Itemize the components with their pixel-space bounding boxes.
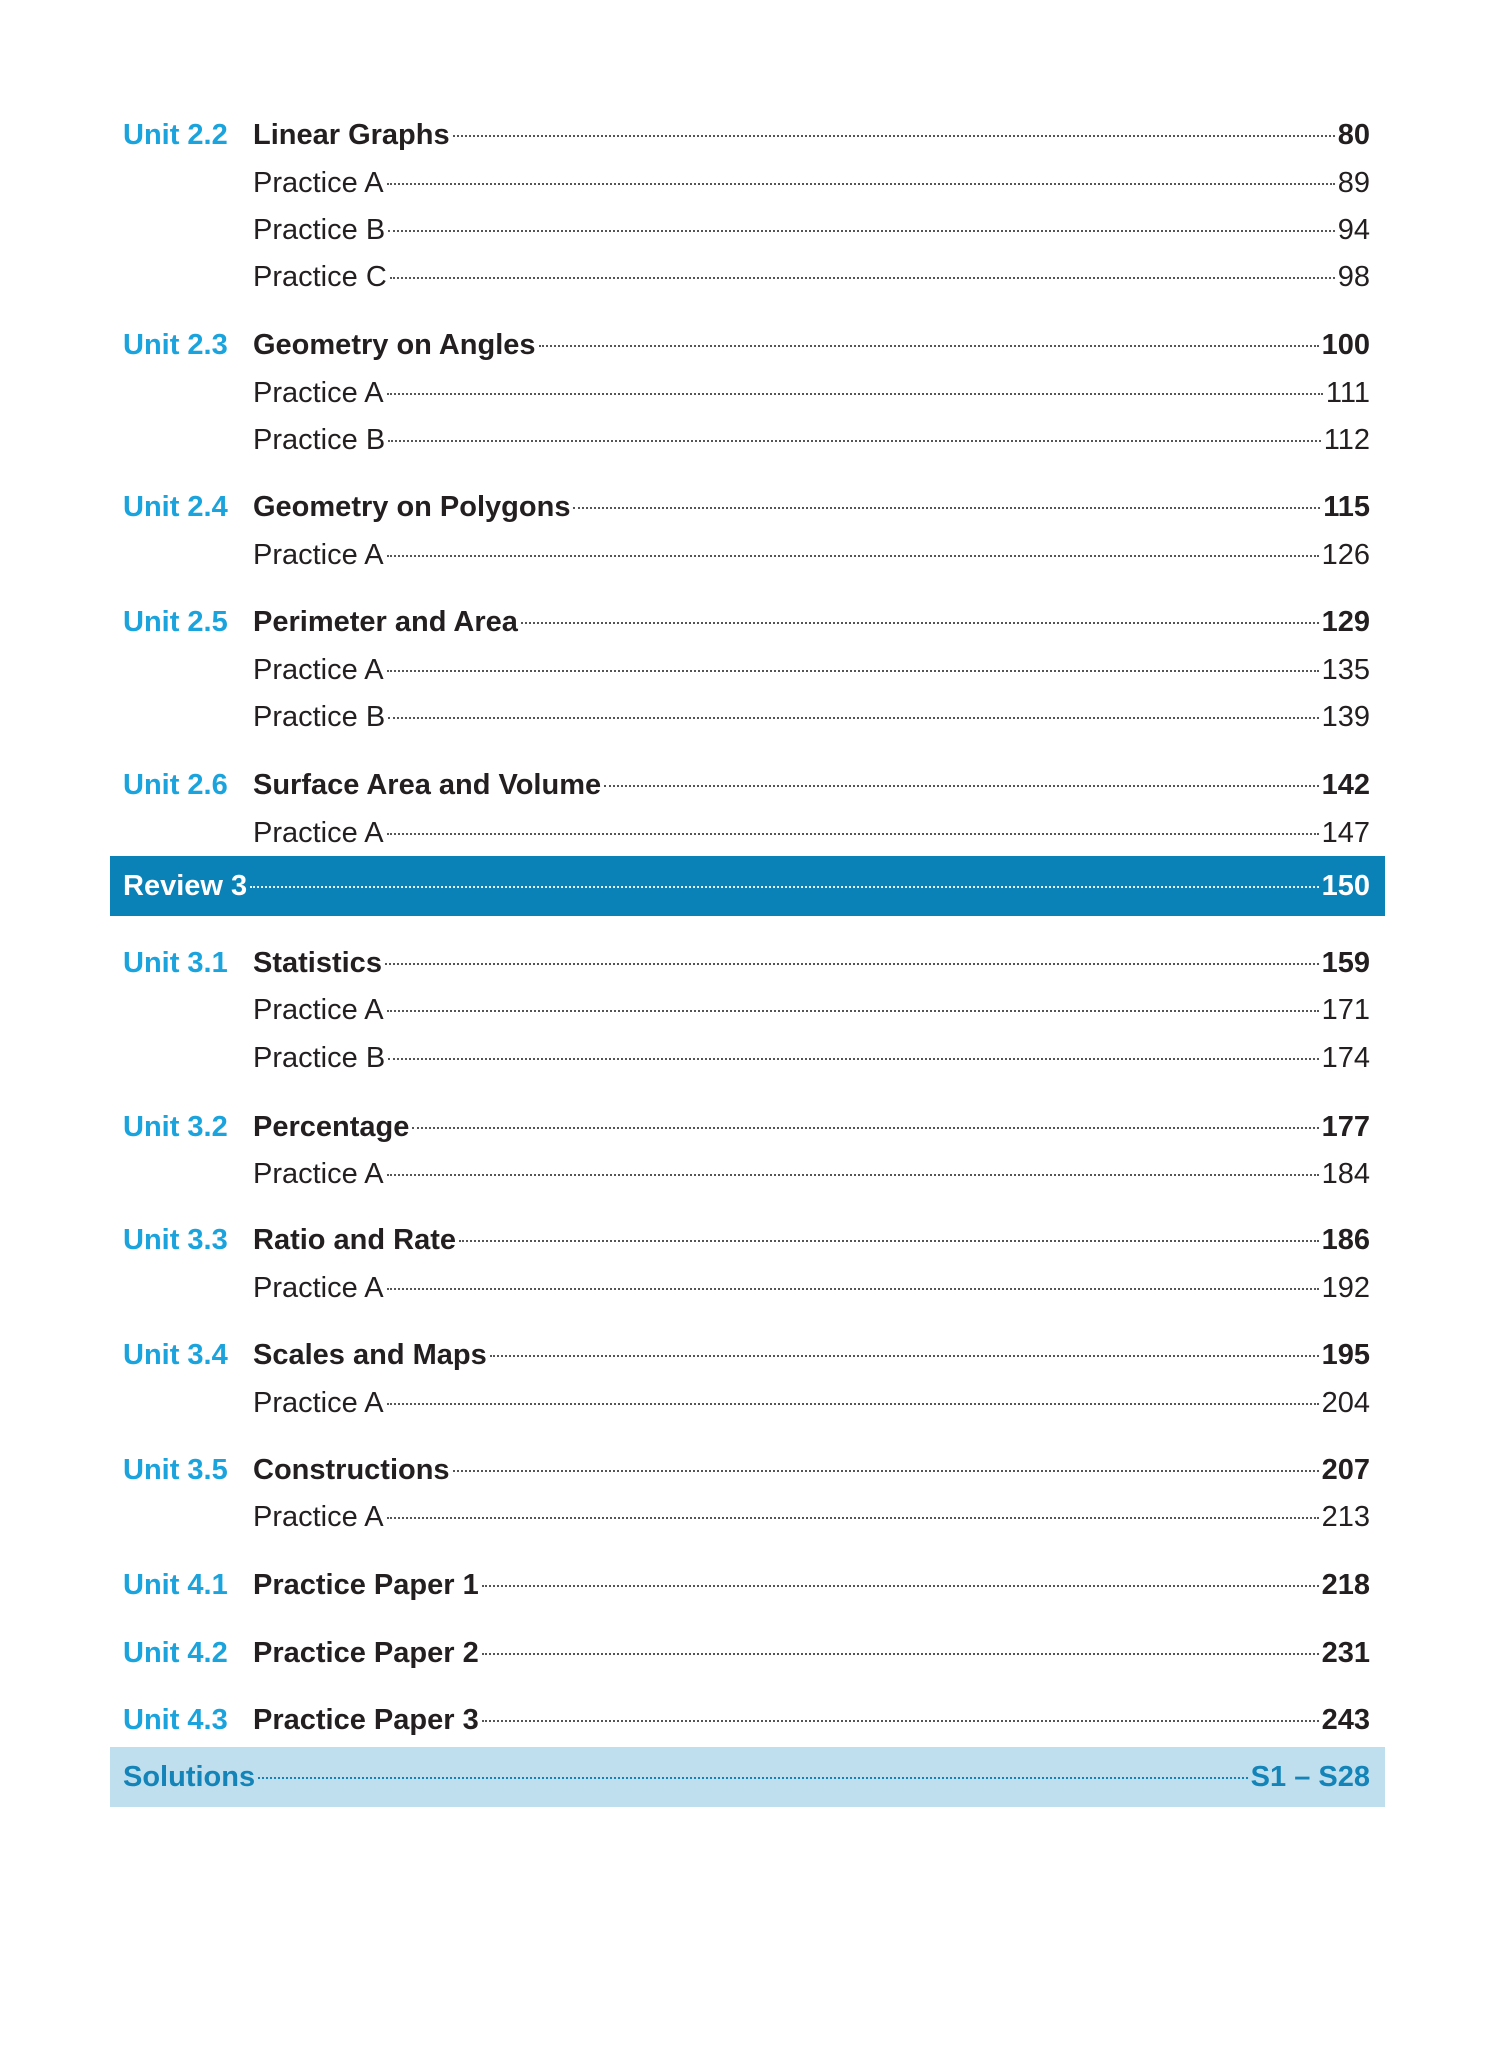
toc-row-practice[interactable]: [110, 1266, 1385, 1310]
entry-title: Constructions: [253, 1454, 450, 1486]
toc-row-practice[interactable]: [110, 988, 1385, 1032]
page-number: 177: [1321, 1111, 1370, 1143]
entry-title: Practice C: [253, 261, 387, 293]
entry-title: Practice B: [253, 424, 386, 456]
toc-row-practice[interactable]: [110, 1381, 1385, 1425]
toc-row-unit-3-1[interactable]: [110, 941, 1385, 985]
entry-title: Geometry on Polygons: [253, 491, 571, 523]
dot-leader: [387, 1174, 1319, 1176]
toc-row-unit-3-5[interactable]: [110, 1448, 1385, 1492]
page-number: 218: [1321, 1569, 1370, 1601]
toc-row-practice[interactable]: [110, 811, 1385, 855]
entry-title: Practice B: [253, 214, 386, 246]
toc-row-practice[interactable]: [110, 1036, 1385, 1080]
toc-row-unit-3-3[interactable]: [110, 1218, 1385, 1262]
entry-title: Statistics: [253, 947, 382, 979]
toc-row-practice[interactable]: [110, 1495, 1385, 1539]
page-number: 111: [1325, 377, 1370, 409]
unit-label: Unit 2.6: [123, 769, 228, 801]
page-number: 207: [1321, 1454, 1370, 1486]
page-number: 186: [1321, 1224, 1370, 1256]
entry-title: Practice A: [253, 817, 384, 849]
entry-title: Practice A: [253, 1272, 384, 1304]
page-number: 231: [1321, 1637, 1370, 1669]
dot-leader: [388, 1058, 1318, 1060]
toc-row-practice[interactable]: [110, 1152, 1385, 1196]
dot-leader: [482, 1653, 1319, 1655]
dot-leader: [387, 183, 1335, 185]
entry-title: Geometry on Angles: [253, 329, 536, 361]
entry-title: Practice B: [253, 701, 386, 733]
unit-label: Unit 2.2: [123, 119, 228, 151]
dot-leader: [604, 785, 1318, 787]
entry-title: Practice Paper 2: [253, 1637, 479, 1669]
toc-row-unit-2-2[interactable]: [110, 113, 1385, 157]
dot-leader: [385, 963, 1319, 965]
page-range: S1 – S28: [1250, 1761, 1370, 1793]
entry-title: Ratio and Rate: [253, 1224, 457, 1256]
page-number: 112: [1323, 424, 1370, 456]
dot-leader: [482, 1720, 1319, 1722]
toc-row-practice[interactable]: [110, 161, 1385, 205]
page-number: 171: [1321, 994, 1370, 1026]
entry-title: Practice A: [253, 167, 384, 199]
dot-leader: [387, 555, 1319, 557]
page-number: 159: [1321, 947, 1370, 979]
dot-leader: [453, 1470, 1319, 1472]
dot-leader: [388, 440, 1321, 442]
toc-row-practice[interactable]: [110, 208, 1385, 252]
dot-leader: [573, 507, 1320, 509]
page-number: 150: [1321, 870, 1370, 902]
page-number: 204: [1321, 1387, 1370, 1419]
page-number: 80: [1337, 119, 1370, 151]
page-number: 142: [1321, 769, 1370, 801]
solutions-band[interactable]: [110, 1747, 1385, 1807]
page-number: 184: [1321, 1158, 1370, 1190]
dot-leader: [387, 1403, 1319, 1405]
page-number: 94: [1337, 214, 1370, 246]
entry-title: Perimeter and Area: [253, 606, 518, 638]
page-number: 98: [1337, 261, 1370, 293]
page-number: 126: [1321, 539, 1370, 571]
entry-title: Practice A: [253, 539, 384, 571]
entry-title: Practice A: [253, 1501, 384, 1533]
page-number: 129: [1321, 606, 1370, 638]
unit-label: Unit 2.4: [123, 491, 228, 523]
dot-leader: [482, 1585, 1319, 1587]
unit-label: Unit 3.2: [123, 1111, 228, 1143]
entry-title: Scales and Maps: [253, 1339, 487, 1371]
unit-label: Unit 4.3: [123, 1704, 228, 1736]
review-3-band[interactable]: [110, 856, 1385, 916]
dot-leader: [490, 1355, 1319, 1357]
entry-title: Practice Paper 1: [253, 1569, 479, 1601]
unit-label: Unit 4.2: [123, 1637, 228, 1669]
toc-row-unit-2-5[interactable]: [110, 600, 1385, 644]
toc-row-unit-4-2[interactable]: [110, 1631, 1385, 1675]
toc-row-practice[interactable]: [110, 371, 1385, 415]
toc-row-unit-2-6[interactable]: [110, 763, 1385, 807]
dot-leader: [387, 393, 1323, 395]
toc-row-unit-4-1[interactable]: [110, 1563, 1385, 1607]
page-number: 100: [1321, 329, 1370, 361]
review-title: Review 3: [123, 870, 248, 902]
dot-leader: [250, 886, 1318, 888]
entry-title: Practice Paper 3: [253, 1704, 479, 1736]
page-number: 174: [1321, 1042, 1370, 1074]
page-number: 135: [1321, 654, 1370, 686]
toc-row-practice[interactable]: [110, 255, 1385, 299]
dot-leader: [412, 1127, 1318, 1129]
toc-row-practice[interactable]: [110, 648, 1385, 692]
entry-title: Practice A: [253, 994, 384, 1026]
page-number: 195: [1321, 1339, 1370, 1371]
page-number: 89: [1337, 167, 1370, 199]
entry-title: Surface Area and Volume: [253, 769, 602, 801]
entry-title: Practice A: [253, 654, 384, 686]
dot-leader: [387, 670, 1319, 672]
unit-label: Unit 3.4: [123, 1339, 228, 1371]
entry-title: Practice A: [253, 377, 384, 409]
dot-leader: [387, 1288, 1319, 1290]
entry-title: Practice A: [253, 1158, 384, 1190]
page-number: 213: [1321, 1501, 1370, 1533]
page-number: 147: [1321, 817, 1370, 849]
dot-leader: [459, 1240, 1319, 1242]
dot-leader: [387, 833, 1319, 835]
entry-title: Practice B: [253, 1042, 386, 1074]
dot-leader: [390, 277, 1335, 279]
toc-row-practice[interactable]: [110, 695, 1385, 739]
unit-label: Unit 2.3: [123, 329, 228, 361]
unit-label: Unit 3.5: [123, 1454, 228, 1486]
solutions-title: Solutions: [123, 1761, 256, 1793]
dot-leader: [539, 345, 1319, 347]
toc-row-practice[interactable]: [110, 418, 1385, 462]
page-number: 139: [1321, 701, 1370, 733]
entry-title: Percentage: [253, 1111, 410, 1143]
toc-row-unit-4-3[interactable]: [110, 1698, 1385, 1742]
toc-row-unit-3-4[interactable]: [110, 1333, 1385, 1377]
page-number: 243: [1321, 1704, 1370, 1736]
page-number: 115: [1323, 491, 1370, 523]
toc-row-unit-2-4[interactable]: [110, 485, 1385, 529]
dot-leader: [388, 230, 1335, 232]
toc-row-unit-2-3[interactable]: [110, 323, 1385, 367]
toc-row-practice[interactable]: [110, 533, 1385, 577]
dot-leader: [453, 135, 1335, 137]
dot-leader: [387, 1517, 1319, 1519]
toc-row-unit-3-2[interactable]: [110, 1105, 1385, 1149]
dot-leader: [387, 1010, 1319, 1012]
dot-leader: [388, 717, 1318, 719]
dot-leader: [258, 1777, 1248, 1779]
entry-title: Practice A: [253, 1387, 384, 1419]
unit-label: Unit 3.1: [123, 947, 228, 979]
entry-title: Linear Graphs: [253, 119, 450, 151]
page-number: 192: [1321, 1272, 1370, 1304]
unit-label: Unit 3.3: [123, 1224, 228, 1256]
unit-label: Unit 4.1: [123, 1569, 228, 1601]
unit-label: Unit 2.5: [123, 606, 228, 638]
dot-leader: [521, 622, 1319, 624]
